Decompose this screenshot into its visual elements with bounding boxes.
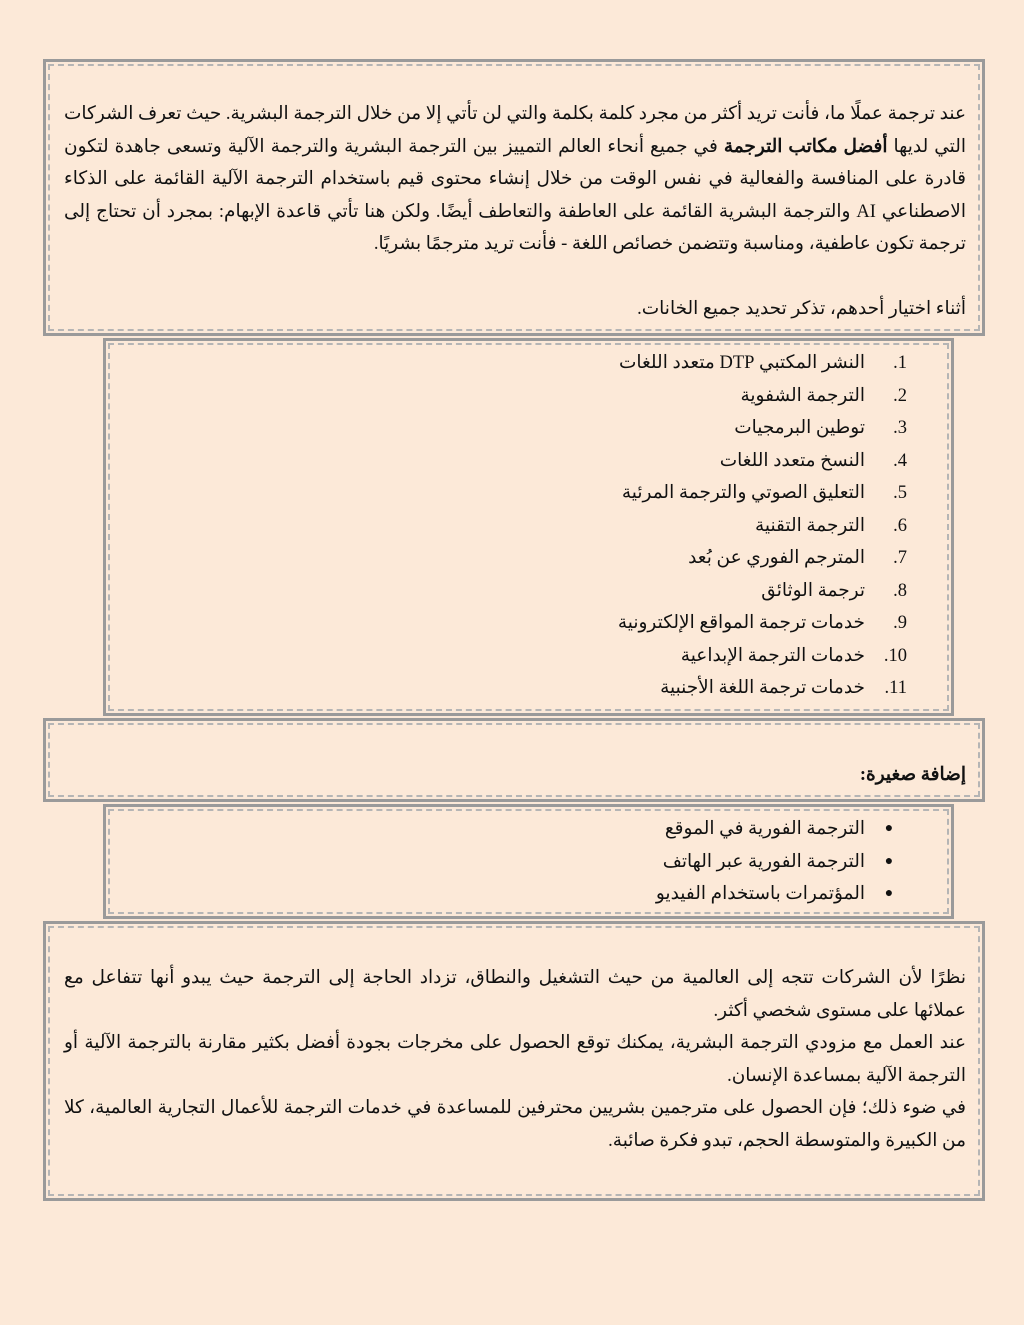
list-item [146, 846, 907, 879]
list-item-label: المترجم الفوري عن بُعد [688, 548, 865, 568]
list-item [146, 607, 907, 640]
bullet-icon: ● [884, 886, 894, 901]
list-item-number: 4. [893, 450, 907, 471]
services-list [146, 347, 907, 705]
list-item-label: خدمات الترجمة الإبداعية [680, 645, 865, 666]
list-item-label: الترجمة الفورية عبر الهاتف [662, 851, 865, 872]
list-item-label: الترجمة الفورية في الموقع [664, 819, 865, 839]
intro-text-after: في جميع أنحاء العالم التمييز بين الترجمة البشرية والترجمة الآلية وتسعى جاهدة لتكون قادرة على المنافسة والفعالية في نفس الوقت من خلال إنشاء محتوى قيم باستخدام الترجمة الآلية القائمة على الذكاء الاصطناعي AI والترجمة البشرية القائمة على العاطفة والتعاطف أيضًا. ولكن هنا تأتي قاعدة الإبهام: بمجرد أن تحتاج إلى ترجمة تكون عاطفية، ومناسبة وتتضمن خصائص اللغة - فأنت تريد مترجمًا بشريًا. [64, 136, 966, 254]
list-item-label: توطين البرمجيات [734, 418, 865, 438]
list-item-label: الترجمة الشفوية [740, 385, 865, 406]
bullet-icon: ● [884, 853, 894, 869]
list-item-number: 10. [883, 645, 907, 666]
list-item [146, 813, 907, 846]
list-item [146, 878, 907, 911]
closing-paragraph-3: في ضوء ذلك؛ فإن الحصول على مترجمين بشريين محترفين للمساعدة في خدمات الترجمة للأعمال التجارية العالمية، كلا من الكبيرة والمتوسطة الحجم، تبدو فكرة صائبة. [64, 1098, 966, 1151]
intro-text-before: عند ترجمة عملًا ما، فأنت تريد أكثر من مجرد كلمة بكلمة والتي لن تأتي إلا من خلال الترجمة البشرية. حيث تعرف الشركات التي لديها [64, 104, 966, 157]
list-item [146, 412, 907, 445]
list-item [146, 575, 907, 608]
list-item-number: 3. [893, 418, 907, 438]
list-item-number: 11. [884, 678, 907, 698]
list-item-label: النسخ متعدد اللغات [719, 450, 865, 471]
closing-paragraph-1: نظرًا لأن الشركات تتجه إلى العالمية من حيث التشغيل والنطاق، تزداد الحاجة إلى الترجمة حيث يبدو أنها تتفاعل مع عملائها على مستوى شخصي أكثر. [64, 968, 966, 1021]
list-item-label: خدمات ترجمة اللغة الأجنبية [660, 678, 865, 698]
list-item-number: 5. [893, 483, 907, 503]
intro-reminder: أثناء اختيار أحدهم، تذكر تحديد جميع الخانات. [637, 298, 966, 319]
list-item-label: المؤتمرات باستخدام الفيديو [655, 884, 865, 904]
list-item-number: 6. [893, 515, 907, 536]
list-item-number: 2. [893, 385, 907, 406]
addition-heading: إضافة صغيرة: [859, 765, 966, 785]
closing-paragraph-2: عند العمل مع مزودي الترجمة البشرية، يمكنك توقع الحصول على مخرجات بجودة أفضل بكثير مقارنة بالترجمة الآلية أو الترجمة الآلية بمساعدة الإنسان. [64, 1033, 966, 1086]
list-item [146, 510, 907, 543]
list-item [146, 445, 907, 478]
intro-bold-link-text: أفضل مكاتب الترجمة [723, 136, 888, 157]
list-item-label: التعليق الصوتي والترجمة المرئية [621, 483, 865, 503]
list-item-number: 8. [893, 580, 907, 601]
list-item-number: 9. [893, 613, 907, 633]
list-item [146, 542, 907, 575]
additions-list [146, 813, 907, 911]
list-item-label: ترجمة الوثائق [761, 580, 865, 601]
list-item-label: النشر المكتبي DTP متعدد اللغات [618, 353, 865, 373]
intro-paragraph [64, 98, 966, 261]
list-item [146, 672, 907, 705]
list-item [146, 347, 907, 380]
additions-list-box [103, 804, 954, 919]
addition-heading-box [43, 718, 985, 802]
list-item-number: 7. [893, 548, 907, 568]
list-item [146, 477, 907, 510]
services-list-box [103, 338, 954, 716]
closing-box [43, 921, 985, 1201]
list-item [146, 640, 907, 673]
intro-box [43, 59, 985, 336]
list-item [146, 380, 907, 413]
bullet-icon: ● [884, 821, 894, 836]
list-item-number: 1. [893, 353, 907, 373]
list-item-label: الترجمة التقنية [754, 515, 865, 536]
list-item-label: خدمات ترجمة المواقع الإلكترونية [617, 613, 865, 633]
